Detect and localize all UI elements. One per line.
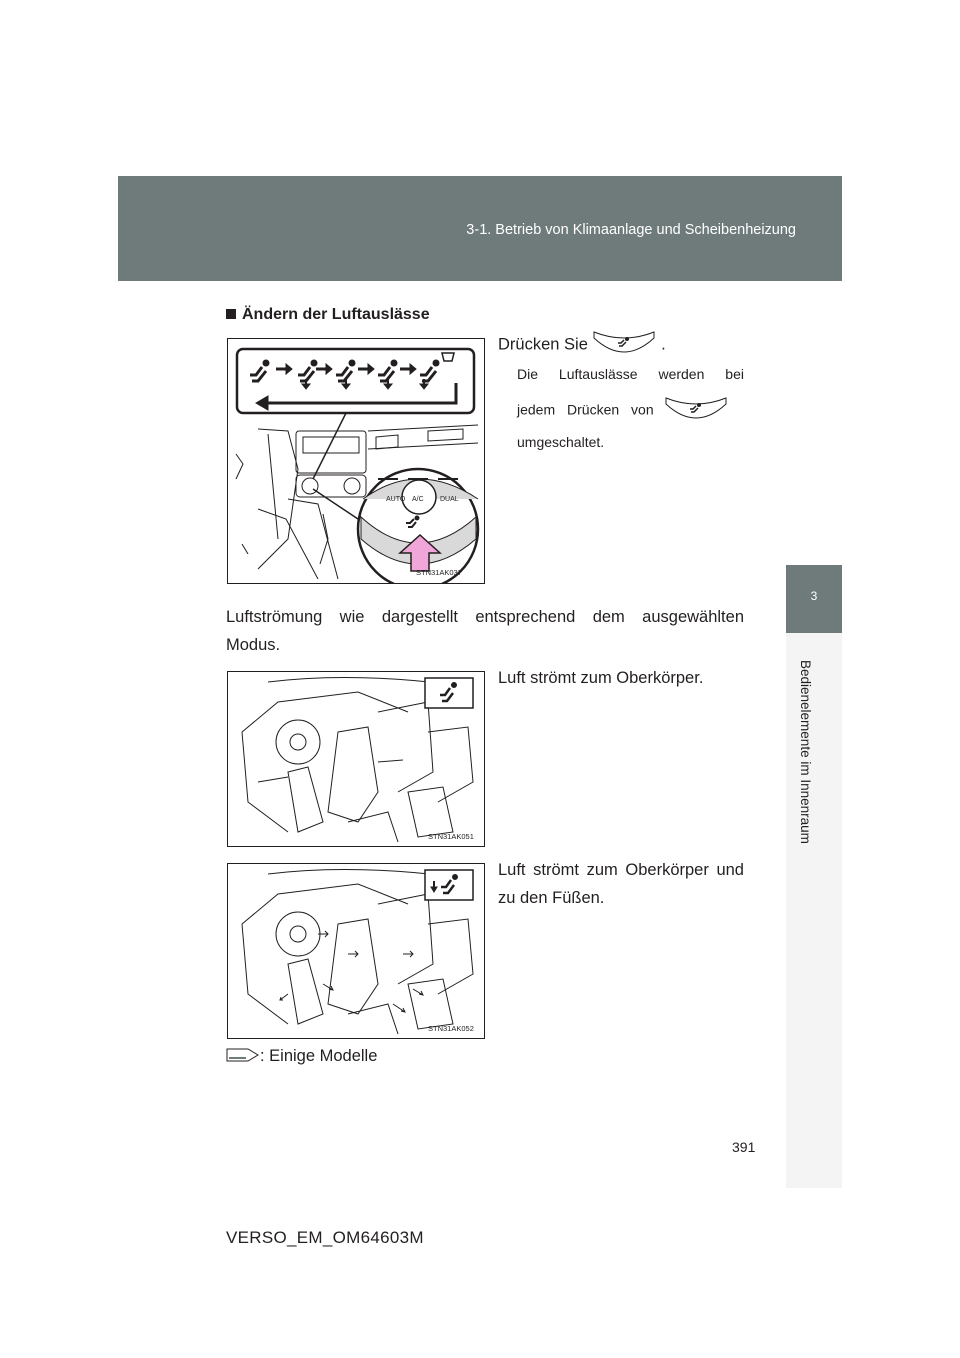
figure-code-1: STN31AK037 [416,568,462,577]
chapter-side-tab [786,565,842,633]
mode-button-icon [592,328,656,362]
press-suffix: . [661,335,666,354]
car-interior-bilevel-illustration [228,864,484,1038]
bilevel-mode-text-line-1: Luft strömt zum Oberkörper und [498,861,744,879]
note-line-3: umgeschaltet. [517,434,605,450]
figure-code-3: STN31AK052 [428,1024,474,1033]
chapter-side-label: Bedienelemente im Innenraum [798,660,813,844]
airflow-paragraph-line-2: Modus. [226,636,281,654]
section-heading-text: Ändern der Luftauslässe [242,306,430,323]
bilevel-mode-figure [227,863,485,1039]
page-number: 391 [732,1139,756,1155]
chapter-side-strip [786,633,842,1188]
mode-button-icon-small [664,394,728,428]
document-code: VERSO_EM_OM64603M [226,1228,424,1247]
airflow-paragraph-line-1: Luftströmung wie dargestellt entsprechend dem ausgewählten [226,608,744,626]
note-line-2-wrap [517,394,747,428]
chapter-header-band [118,176,842,281]
face-mode-figure [227,671,485,847]
some-models-arrow-icon [226,1045,260,1065]
chapter-title: 3-1. Betrieb von Klimaanlage und Scheibenheizung [466,222,796,238]
bullet-square-icon [226,309,236,319]
auto-button-label: AUTO [386,496,406,503]
face-mode-text: Luft strömt zum Oberkörper. [498,669,704,687]
press-prefix: Drücken Sie [498,335,588,354]
dual-button-label: DUAL [440,496,459,503]
control-panel-illustration [228,339,484,583]
note-line-1: Die Luftauslässe werden bei [517,366,744,382]
control-panel-figure [227,338,485,584]
car-interior-face-illustration [228,672,484,846]
ac-button-label: A/C [412,496,424,503]
press-instruction [498,328,666,362]
footnote [226,1047,377,1066]
figure-code-2: STN31AK051 [428,832,474,841]
section-heading [226,306,430,324]
bilevel-mode-text-line-2: zu den Füßen. [498,889,605,907]
chapter-number: 3 [810,589,818,603]
footnote-text: : Einige Modelle [260,1047,378,1065]
note-line-2: jedem Drücken von [517,401,654,418]
